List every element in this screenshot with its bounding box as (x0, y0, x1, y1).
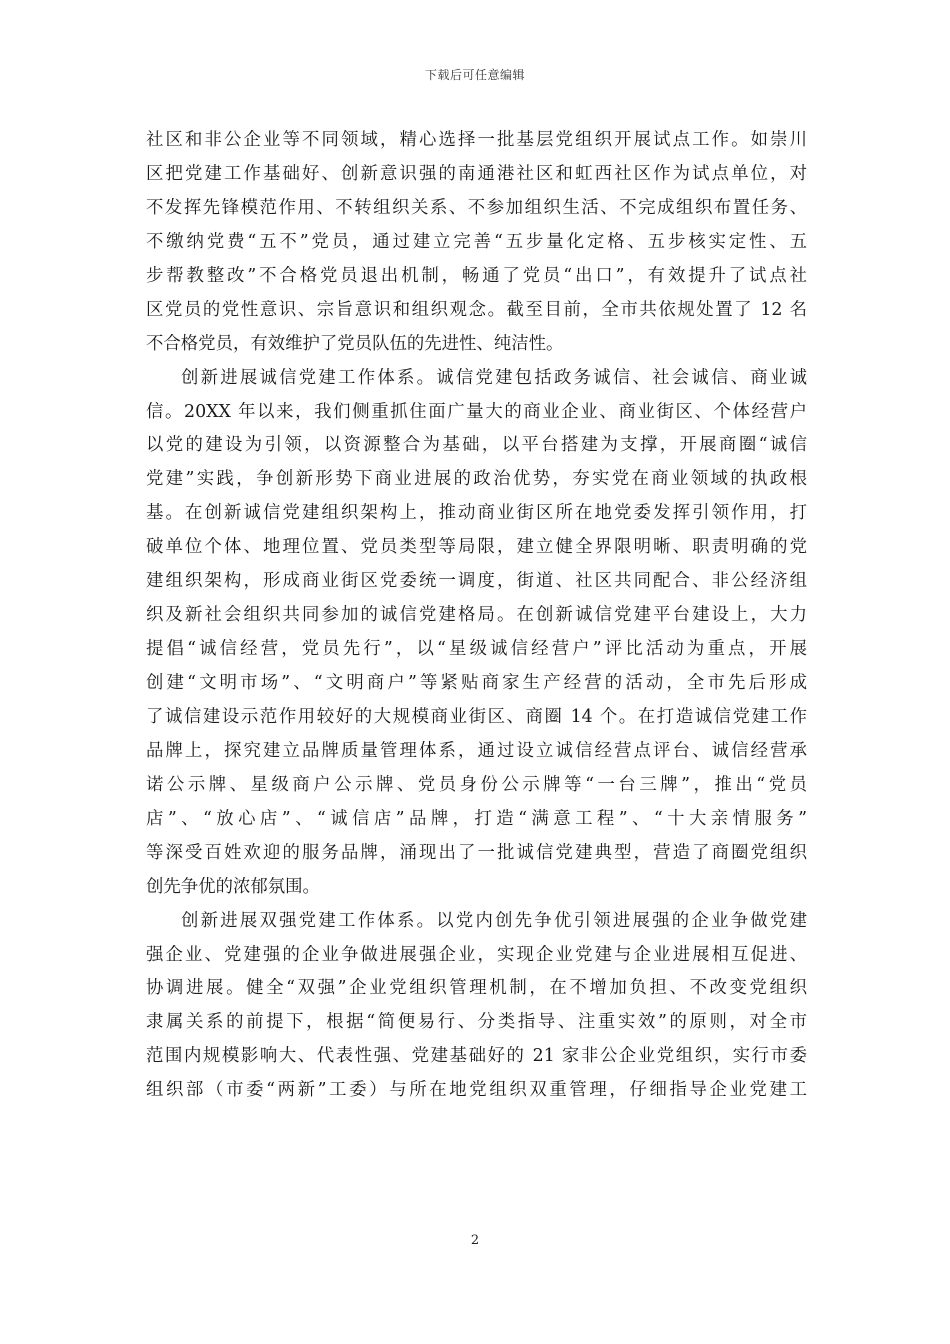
text-line: 店”、“放心店”、“诚信店”品牌，打造“满意工程”、“十大亲情服务” (146, 808, 807, 829)
document-body (146, 124, 807, 1108)
page-header: 下载后可任意编辑 (424, 68, 525, 82)
text-line: 建组织架构，形成商业街区党委统一调度，街道、社区共同配合、非公经济组 (146, 571, 807, 592)
text-line: 以党的建设为引领，以资源整合为基础，以平台搭建为支撑，开展商圈“诚信 (146, 435, 807, 456)
page-number: 2 (470, 1233, 480, 1248)
text-line: 强企业、党建强的企业争做进展强企业，实现企业党建与企业进展相互促进、 (146, 944, 807, 965)
text-line: 品牌上，探究建立品牌质量管理体系，通过设立诚信经营点评台、诚信经营承 (146, 740, 807, 761)
text-line: 等深受百姓欢迎的服务品牌，涌现出了一批诚信党建典型，营造了商圈党组织 (146, 842, 807, 863)
paragraph-start-line: 创新进展双强党建工作体系。以党内创先争优引领进展强的企业争做党建 (181, 910, 807, 931)
text-line: 诺公示牌、星级商户公示牌、党员身份公示牌等“一台三牌”，推出“党员 (146, 774, 807, 795)
text-line: 了诚信建设示范作用较好的大规模商业街区、商圈 14 个。在打造诚信党建工作 (146, 706, 807, 727)
text-line: 创先争优的浓郁氛围。 (146, 876, 320, 897)
text-line: 破单位个体、地理位置、党员类型等局限，建立健全界限明晰、职责明确的党 (146, 537, 807, 558)
text-line: 协调进展。健全“双强”企业党组织管理机制，在不增加负担、不改变党组织 (146, 978, 807, 999)
text-line: 范围内规模影响大、代表性强、党建基础好的 21 家非公企业党组织，实行市委 (146, 1046, 807, 1067)
text-line: 党建”实践，争创新形势下商业进展的政治优势，夯实党在商业领域的执政根 (146, 469, 807, 490)
text-line: 基。在创新诚信党建组织架构上，推动商业街区所在地党委发挥引领作用，打 (146, 503, 807, 524)
text-line: 创建“文明市场”、“文明商户”等紧贴商家生产经营的活动，全市先后形成 (146, 673, 807, 693)
text-line: 织及新社会组织共同参加的诚信党建格局。在创新诚信党建平台建设上，大力 (146, 605, 807, 626)
text-line: 区把党建工作基础好、创新意识强的南通港社区和虹西社区作为试点单位，对 (146, 163, 807, 184)
text-line: 不合格党员，有效维护了党员队伍的先进性、纯洁性。 (146, 333, 564, 354)
text-line: 信。20XX 年以来，我们侧重抓住面广量大的商业企业、商业街区、个体经营户 (146, 401, 807, 422)
text-line: 不缴纳党费“五不”党员，通过建立完善“五步量化定格、五步核实定性、五 (146, 231, 807, 252)
text-line: 隶属关系的前提下，根据“简便易行、分类指导、注重实效”的原则，对全市 (146, 1012, 807, 1033)
text-line: 社区和非公企业等不同领域，精心选择一批基层党组织开展试点工作。如崇川 (146, 130, 807, 150)
text-line: 组织部（市委“两新”工委）与所在地党组织双重管理，仔细指导企业党建工 (146, 1080, 807, 1101)
text-line: 不发挥先锋模范作用、不转组织关系、不参加组织生活、不完成组织布置任务、 (146, 197, 807, 218)
text-line: 提倡“诚信经营，党员先行”，以“星级诚信经营户”评比活动为重点，开展 (146, 639, 807, 660)
text-line: 步帮教整改”不合格党员退出机制，畅通了党员“出口”，有效提升了试点社 (146, 265, 807, 286)
paragraph-start-line: 创新进展诚信党建工作体系。诚信党建包括政务诚信、社会诚信、商业诚 (181, 367, 807, 388)
text-line: 区党员的党性意识、宗旨意识和组织观念。截至目前，全市共依规处置了 12 名 (146, 299, 807, 320)
